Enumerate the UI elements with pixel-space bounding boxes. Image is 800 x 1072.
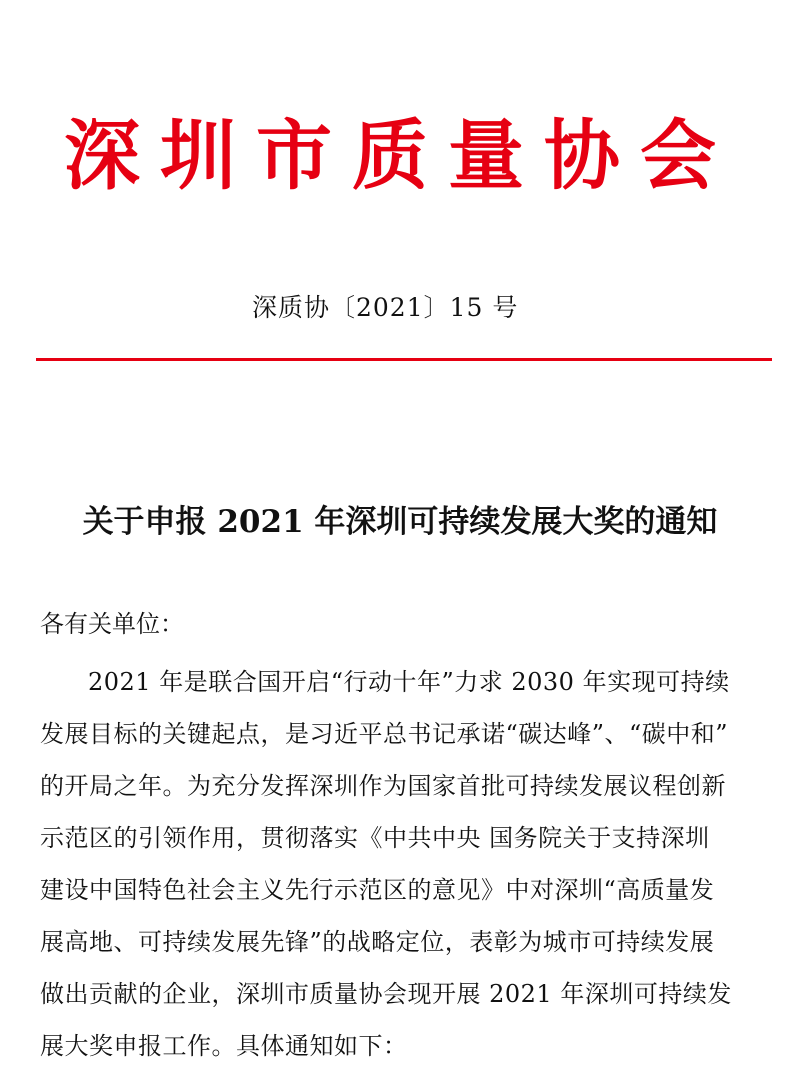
body-line: 展高地、可持续发展先锋”的战略定位，表彰为城市可持续发展	[40, 928, 715, 956]
body-line: 建设中国特色社会主义先行示范区的意见》中对深圳“高质量发	[40, 876, 715, 904]
body-line: 做出贡献的企业，深圳市质量协会现开展 2021 年深圳可持续发	[40, 980, 732, 1008]
body-line: 2021 年是联合国开启“行动十年”力求 2030 年实现可持续	[88, 668, 730, 696]
red-divider-line	[36, 358, 772, 361]
document-number: 深质协〔2021〕15 号	[252, 293, 519, 322]
body-line: 示范区的引领作用，贯彻落实《中共中央 国务院关于支持深圳	[40, 824, 710, 852]
notice-body	[40, 656, 780, 1072]
body-line: 的开局之年。为充分发挥深圳作为国家首批可持续发展议程创新	[40, 772, 726, 800]
salutation: 各有关单位：	[40, 610, 184, 638]
body-line: 展大奖申报工作。具体通知如下：	[40, 1032, 408, 1060]
body-line: 发展目标的关键起点，是习近平总书记承诺“碳达峰”、“碳中和”	[40, 720, 729, 748]
organization-title: 深圳市质量协会	[64, 111, 736, 200]
notice-title: 关于申报 2021 年深圳可持续发展大奖的通知	[82, 504, 718, 540]
